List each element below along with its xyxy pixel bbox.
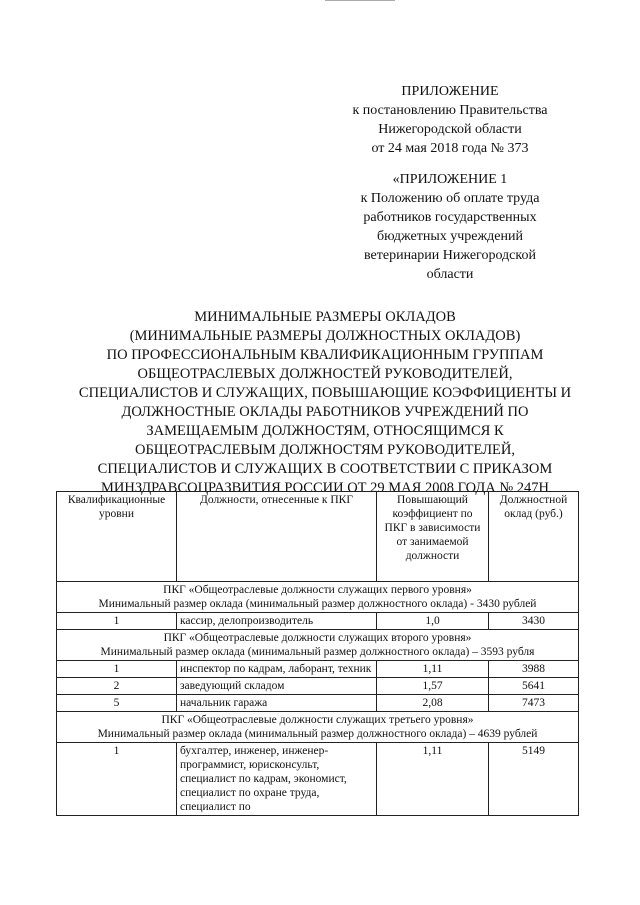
- appendix1-line: бюджетных учреждений: [377, 229, 523, 244]
- title-line: ДОЛЖНОСТНЫЕ ОКЛАДЫ РАБОТНИКОВ УЧРЕЖДЕНИЙ ПО: [121, 404, 529, 420]
- coef-cell: 1,11: [377, 743, 489, 816]
- header-salary: Должностной оклад (руб.): [489, 492, 579, 582]
- title-line: ЗАМЕЩАЕМЫМ ДОЛЖНОСТЯМ, ОТНОСЯЩИМСЯ К: [146, 423, 504, 439]
- positions-cell: бухгалтер, инженер, инженер-программист, юрисконсульт, специалист по кадрам, экономист, специалист по охране труда, специалист по: [177, 743, 377, 816]
- salary-cell: 3430: [489, 613, 579, 630]
- salary-cell: 3988: [489, 661, 579, 678]
- group-title: ПКГ «Общеотраслевые должности служащих третьего уровня»: [161, 714, 474, 726]
- group-min-salary: Минимальный размер оклада (минимальный размер должностного оклада) – 3593 рубля: [100, 646, 535, 658]
- salary-cell: 5641: [489, 678, 579, 695]
- title-line: СПЕЦИАЛИСТОВ И СЛУЖАЩИХ, ПОВЫШАЮЩИЕ КОЭФФИЦИЕНТЫ И: [78, 385, 572, 401]
- title-line: МИНИМАЛЬНЫЕ РАЗМЕРЫ ОКЛАДОВ: [194, 309, 456, 325]
- title-line: МИНЗДРАВСОЦРАЗВИТИЯ РОССИИ ОТ 29 МАЯ 2008 ГОДА № 247Н: [100, 480, 550, 496]
- level-cell: 1: [57, 743, 177, 816]
- group-title: ПКГ «Общеотраслевые должности служащих первого уровня»: [163, 584, 472, 596]
- document-title: [40, 308, 610, 498]
- table-header-row: [57, 492, 579, 582]
- salary-table: [56, 491, 579, 816]
- appendix-line: от 24 мая 2018 года № 373: [371, 141, 529, 156]
- salary-cell: 7473: [489, 695, 579, 712]
- positions-cell: кассир, делопроизводитель: [177, 613, 377, 630]
- appendix1-line: области: [426, 267, 474, 282]
- table-row: [57, 678, 579, 695]
- group-cell: [57, 630, 579, 661]
- table-row: [57, 661, 579, 678]
- header-coefficient: Повышающий коэффициент по ПКГ в зависимости от занимаемой должности: [377, 492, 489, 582]
- table-row: [57, 695, 579, 712]
- coef-cell: 1,57: [377, 678, 489, 695]
- title-line: ПО ПРОФЕССИОНАЛЬНЫМ КВАЛИФИКАЦИОННЫМ ГРУППАМ: [106, 347, 544, 363]
- level-cell: 5: [57, 695, 177, 712]
- header-levels: Квалификационные уровни: [57, 492, 177, 582]
- appendix1-block: [325, 170, 575, 284]
- appendix1-line: работников государственных: [363, 210, 537, 225]
- level-cell: 2: [57, 678, 177, 695]
- appendix-line: Нижегородской области: [378, 122, 522, 137]
- coef-cell: 1,0: [377, 613, 489, 630]
- appendix1-line: «ПРИЛОЖЕНИЕ 1: [392, 172, 508, 187]
- title-line: ОБЩЕОТРАСЛЕВЫХ ДОЛЖНОСТЕЙ РУКОВОДИТЕЛЕЙ,: [137, 366, 513, 382]
- top-edge-line: [325, 0, 395, 1]
- title-line: СПЕЦИАЛИСТОВ И СЛУЖАЩИХ В СООТВЕТСТВИИ С ПРИКАЗОМ: [97, 461, 553, 477]
- group-header-row: [57, 712, 579, 743]
- salary-cell: 5149: [489, 743, 579, 816]
- table-row: [57, 743, 579, 816]
- table-row: [57, 613, 579, 630]
- positions-cell: заведующий складом: [177, 678, 377, 695]
- group-min-salary: Минимальный размер оклада (минимальный размер должностного оклада) - 3430 рублей: [98, 598, 537, 610]
- positions-cell: инспектор по кадрам, лаборант, техник: [177, 661, 377, 678]
- coef-cell: 2,08: [377, 695, 489, 712]
- appendix-line: ПРИЛОЖЕНИЕ: [401, 84, 499, 99]
- group-min-salary: Минимальный размер оклада (минимальный размер должностного оклада) – 4639 рублей: [97, 728, 538, 740]
- title-line: ОБЩЕОТРАСЛЕВЫМ ДОЛЖНОСТЯМ РУКОВОДИТЕЛЕЙ,: [134, 442, 515, 458]
- level-cell: 1: [57, 661, 177, 678]
- appendix1-line: ветеринарии Нижегородской: [364, 248, 536, 263]
- positions-cell: начальник гаража: [177, 695, 377, 712]
- group-header-row: [57, 582, 579, 613]
- appendix1-line: к Положению об оплате труда: [360, 191, 540, 206]
- appendix-block: [320, 82, 580, 158]
- group-cell: [57, 582, 579, 613]
- title-line: (МИНИМАЛЬНЫЕ РАЗМЕРЫ ДОЛЖНОСТНЫХ ОКЛАДОВ): [129, 328, 521, 344]
- group-title: ПКГ «Общеотраслевые должности служащих второго уровня»: [163, 632, 472, 644]
- group-header-row: [57, 630, 579, 661]
- appendix-line: к постановлению Правительства: [352, 103, 548, 118]
- group-cell: [57, 712, 579, 743]
- header-positions: Должности, отнесенные к ПКГ: [177, 492, 377, 582]
- level-cell: 1: [57, 613, 177, 630]
- coef-cell: 1,11: [377, 661, 489, 678]
